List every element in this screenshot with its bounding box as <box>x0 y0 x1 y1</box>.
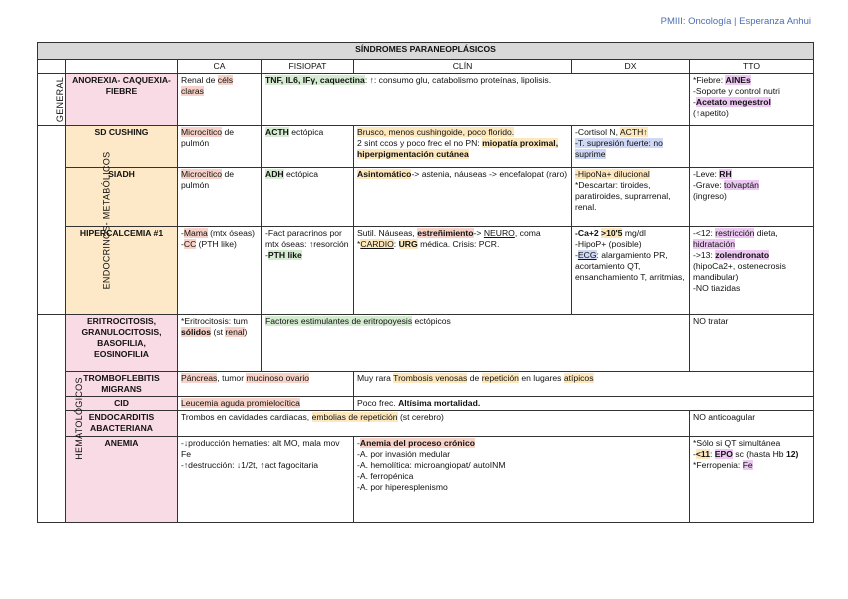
col-dx: DX <box>572 60 690 74</box>
cell-clin: -Anemia del proceso crónico -A. por invasión medular -A. hemolítica: microangiopat/ autoINM -A. ferropénica -A. por hiperesplenismo <box>354 437 690 523</box>
cell-tto <box>690 126 814 168</box>
document-header: PMIII: Oncología | Esperanza Anhui <box>660 16 811 27</box>
col-ca: CA <box>178 60 262 74</box>
cell-dx: -HipoNa+ dilucional *Descartar: tiroides, paratiroides, suprarrenal, renal. <box>572 168 690 227</box>
cell-fisio: -Fact paracrinos por mtx óseas: ↑resorción -PTH like <box>262 227 354 315</box>
cell-ca: Leucemia aguda promielocítica <box>178 397 354 411</box>
row-name: SD CUSHING <box>66 126 178 168</box>
row-cushing <box>38 126 814 168</box>
cell-ca: Trombos en cavidades cardiacas, embolias de repetición (st cerebro) <box>178 411 690 437</box>
cell-fisio: ADH ectópica <box>262 168 354 227</box>
row-tromboflebitis <box>38 372 814 397</box>
cell-tto: NO tratar <box>690 315 814 372</box>
row-hipercalcemia <box>38 227 814 315</box>
cell-tto: -<12: restricción dieta, hidratación ->13: zolendronato (hipoCa2+, ostenecrosis mandibular) -NO tiazidas <box>690 227 814 315</box>
row-name: HIPERCALCEMIA #1 <box>66 227 178 315</box>
row-endocarditis <box>38 411 814 437</box>
cell-ca: Microcítico de pulmón <box>178 168 262 227</box>
row-name: ANEMIA <box>66 437 178 523</box>
cell-dx: -Ca+2 >10'5 mg/dl -HipoP+ (posible) -ECG: alargamiento PR, acortamiento QT, ensanchamiento T, arritmias, <box>572 227 690 315</box>
row-anemia <box>38 437 814 523</box>
cell-dx: -Cortisol N, ACTH↑ -T. supresión fuerte: no suprime <box>572 126 690 168</box>
cell-ca: Páncreas, tumor mucinoso ovario <box>178 372 354 397</box>
row-cid <box>38 397 814 411</box>
cell-tto: *Sólo si QT simultánea -<11: EPO sc (hasta Hb 12) *Ferropenia: Fe <box>690 437 814 523</box>
col-fisiopat: FISIOPAT <box>262 60 354 74</box>
row-siadh <box>38 168 814 227</box>
cell-fisio: TNF, IL6, IFγ, caquectina: ↑: consumo glu, catabolismo proteínas, lipolisis. <box>262 74 690 126</box>
cell-tto: NO anticoagular <box>690 411 814 437</box>
cell-clin: Poco frec. Altísima mortalidad. <box>354 397 814 411</box>
cell-ca: Microcítico de pulmón <box>178 126 262 168</box>
cell-tto: *Fiebre: AINEs -Soporte y control nutri -Acetato megestrol (↑apetito) <box>690 74 814 126</box>
cell-ca: -Mama (mtx óseas) -CC (PTH like) <box>178 227 262 315</box>
col-clin: CLÍN <box>354 60 572 74</box>
cell-fisio: ACTH ectópica <box>262 126 354 168</box>
cell-ca: -↓producción hematies: alt MO, mala mov Fe -↑destrucción: ↓1/2t, ↑act fagocitaria <box>178 437 354 523</box>
row-name: SIADH <box>66 168 178 227</box>
group-hemato: HEMATOLÓGICOS <box>38 315 66 523</box>
paraneoplastic-table <box>37 42 814 523</box>
row-name: ANOREXIA- CAQUEXIA- FIEBRE <box>66 74 178 126</box>
cell-tto: -Leve: RH -Grave: tolvaptán (ingreso) <box>690 168 814 227</box>
group-endocrino: ENDOCRINOS- METABÓLICOS <box>38 126 66 315</box>
table-title: SÍNDROMES PARANEOPLÁSICOS <box>38 43 814 60</box>
row-name: ENDOCARDITIS ABACTERIANA <box>66 411 178 437</box>
col-tto: TTO <box>690 60 814 74</box>
row-anorexia <box>38 74 814 126</box>
cell-ca: *Eritrocitosis: tum sólidos (st renal) <box>178 315 262 372</box>
cell-fisio: Factores estimulantes de eritropoyesis ectópicos <box>262 315 690 372</box>
row-name: ERITROCITOSIS, GRANULOCITOSIS, BASOFILIA, EOSINOFILIA <box>66 315 178 372</box>
cell-clin: Asintomático-> astenia, náuseas -> encefalopat (raro) <box>354 168 572 227</box>
row-eritro <box>38 315 814 372</box>
cell-clin: Sutil. Náuseas, estreñimiento-> NEURO, coma *CARDIO: URG médica. Crisis: PCR. <box>354 227 572 315</box>
group-general: GENERAL <box>38 74 66 126</box>
cell-ca: Renal de céls claras <box>178 74 262 126</box>
cell-clin: Muy rara Trombosis venosas de repetición en lugares atípicos <box>354 372 814 397</box>
cell-clin: Brusco, menos cushingoide, poco florido. 2 sint ccos y poco frec el no PN: miopatía proximal, hiperpigmentación cutánea <box>354 126 572 168</box>
row-name: CID <box>66 397 178 411</box>
row-name: TROMBOFLEBITIS MIGRANS <box>66 372 178 397</box>
